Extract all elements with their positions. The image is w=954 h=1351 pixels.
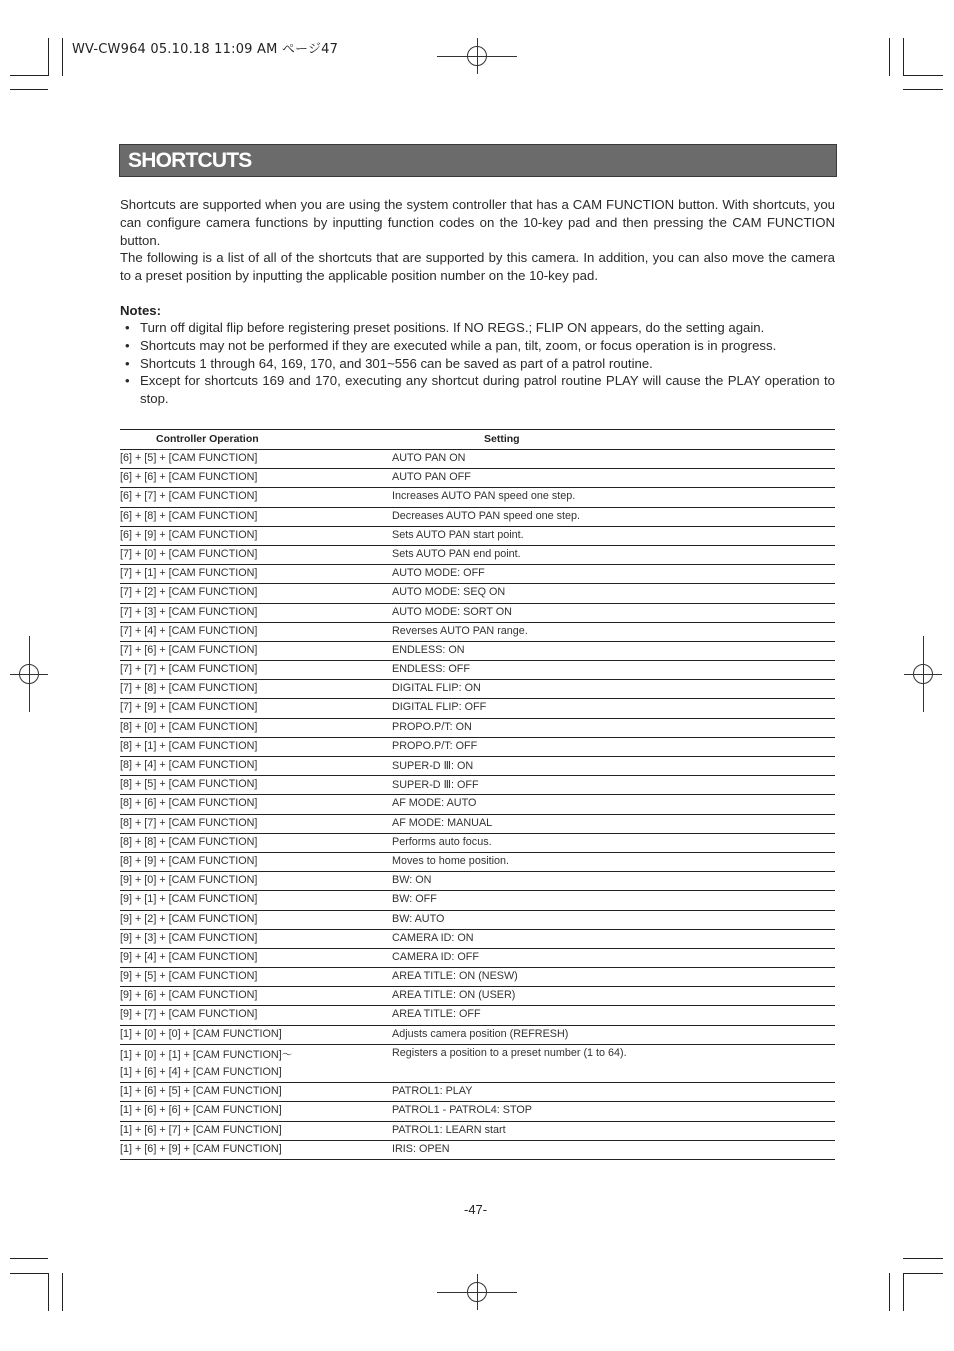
setting-cell: Decreases AUTO PAN speed one step. [392, 509, 581, 522]
operation-cell: [1] + [6] + [7] + [CAM FUNCTION] [120, 1123, 282, 1136]
page-number: -47- [464, 1202, 488, 1217]
setting-cell: Performs auto focus. [392, 835, 492, 848]
table-row [120, 815, 835, 834]
setting-cell: AUTO PAN OFF [392, 471, 471, 484]
note-item [120, 372, 835, 408]
note-text: Shortcuts may not be performed if they are executed while a pan, tilt, zoom, or focus operation is in progress. [140, 337, 777, 353]
crop-mark [10, 89, 48, 90]
operation-cell: [7] + [8] + [CAM FUNCTION] [120, 682, 258, 695]
table-row [120, 661, 835, 680]
operation-cell: [8] + [4] + [CAM FUNCTION] [120, 759, 258, 771]
crop-mark [48, 38, 49, 76]
setting-cell: Registers a position to a preset number (1 to 64). [392, 1046, 627, 1059]
setting-cell: AREA TITLE: OFF [392, 1008, 481, 1021]
table-row [120, 527, 835, 546]
setting-cell: Adjusts camera position (REFRESH) [392, 1027, 569, 1040]
table-row [120, 968, 835, 987]
operation-cell: [9] + [1] + [CAM FUNCTION] [120, 893, 258, 906]
operation-cell: [7] + [0] + [CAM FUNCTION] [120, 547, 258, 560]
operation-cell: [9] + [5] + [CAM FUNCTION] [120, 970, 258, 983]
crop-mark [903, 1273, 943, 1274]
crop-mark [889, 38, 890, 76]
operation-cell: [7] + [6] + [CAM FUNCTION] [120, 643, 258, 656]
table-row [120, 546, 835, 565]
operation-cell: [6] + [6] + [CAM FUNCTION] [120, 471, 258, 484]
operation-cell: [1] + [6] + [5] + [CAM FUNCTION] [120, 1085, 282, 1098]
table-row [120, 604, 835, 623]
operation-cell: [6] + [8] + [CAM FUNCTION] [120, 509, 258, 522]
operation-cell: [1] + [6] + [6] + [CAM FUNCTION] [120, 1104, 282, 1117]
operation-cell: [9] + [0] + [CAM FUNCTION] [120, 874, 258, 887]
operation-cell: [6] + [9] + [CAM FUNCTION] [120, 528, 258, 541]
setting-cell: BW: AUTO [392, 912, 445, 925]
crop-mark [903, 89, 943, 90]
operation-cell: [7] + [1] + [CAM FUNCTION] [120, 567, 258, 580]
setting-cell: DIGITAL FLIP: OFF [392, 701, 487, 714]
crop-mark [889, 1273, 890, 1311]
setting-cell: AREA TITLE: ON (USER) [392, 989, 516, 1002]
operation-cell: [8] + [8] + [CAM FUNCTION] [120, 835, 258, 848]
table-row [120, 987, 835, 1006]
table-row [120, 450, 835, 469]
table-row [120, 1026, 835, 1045]
setting-cell: CAMERA ID: ON [392, 931, 474, 944]
setting-cell: BW: ON [392, 874, 432, 887]
table-row [120, 738, 835, 757]
bullet: • [125, 373, 130, 389]
table-row [120, 1102, 835, 1121]
crop-mark [48, 1273, 49, 1311]
bullet: • [125, 337, 130, 353]
operation-cell: [9] + [4] + [CAM FUNCTION] [120, 950, 258, 963]
bullet: • [125, 320, 130, 335]
table-row [120, 949, 835, 968]
operation-cell: [8] + [7] + [CAM FUNCTION] [120, 816, 258, 829]
header-setting: Setting [484, 433, 520, 445]
header-operation: Controller Operation [156, 433, 259, 445]
table-row [120, 853, 835, 872]
setting-cell: Sets AUTO PAN start point. [392, 528, 524, 541]
operation-cell-continued: [1] + [6] + [4] + [CAM FUNCTION] [120, 1065, 282, 1078]
setting-cell: AF MODE: MANUAL [392, 816, 493, 829]
table-row [120, 1006, 835, 1025]
operation-cell: [9] + [6] + [CAM FUNCTION] [120, 989, 258, 1002]
operation-cell: [1] + [0] + [1] + [CAM FUNCTION]～ [120, 1048, 293, 1061]
bullet: • [125, 355, 130, 371]
operation-cell: [9] + [7] + [CAM FUNCTION] [120, 1008, 258, 1021]
crop-mark [903, 1258, 943, 1259]
table-header [120, 430, 835, 450]
table-row [120, 488, 835, 507]
section-title: SHORTCUTS [128, 149, 252, 172]
note-text: Except for shortcuts 169 and 170, executing any shortcut during patrol routine PLAY will cause the PLAY operation to stop. [140, 373, 835, 407]
setting-cell: AUTO PAN ON [392, 452, 466, 464]
crop-mark [903, 38, 904, 76]
table-row [120, 680, 835, 699]
table-row [120, 623, 835, 642]
setting-cell: Moves to home position. [392, 854, 510, 867]
table-row [120, 469, 835, 488]
setting-cell: AUTO MODE: SORT ON [392, 605, 512, 618]
table-row [120, 872, 835, 891]
note-item [120, 355, 835, 373]
operation-cell: [7] + [7] + [CAM FUNCTION] [120, 663, 258, 676]
table-row [120, 795, 835, 814]
setting-cell: DIGITAL FLIP: ON [392, 682, 481, 695]
operation-cell: [8] + [5] + [CAM FUNCTION] [120, 778, 258, 791]
setting-cell: PROPO.P/T: OFF [392, 739, 478, 752]
table-row [120, 776, 835, 795]
crop-mark [903, 1273, 904, 1311]
table-row [120, 642, 835, 661]
operation-cell: [1] + [6] + [9] + [CAM FUNCTION] [120, 1142, 282, 1155]
crop-mark [10, 1273, 48, 1274]
setting-cell: PATROL1: LEARN start [392, 1123, 506, 1136]
print-header: WV-CW964 05.10.18 11:09 AM ページ47 [72, 42, 339, 57]
setting-cell: Reverses AUTO PAN range. [392, 624, 528, 637]
setting-cell: IRIS: OPEN [392, 1142, 450, 1155]
setting-cell: Sets AUTO PAN end point. [392, 547, 521, 560]
operation-cell: [9] + [2] + [CAM FUNCTION] [120, 912, 258, 925]
operation-cell: [7] + [2] + [CAM FUNCTION] [120, 586, 258, 599]
notes-list [120, 319, 835, 408]
setting-cell: SUPER-D Ⅲ: OFF [392, 779, 479, 792]
table-row [120, 565, 835, 584]
notes-heading: Notes: [120, 303, 162, 318]
operation-cell: [8] + [1] + [CAM FUNCTION] [120, 739, 258, 752]
table-row [120, 834, 835, 853]
table-row [120, 699, 835, 718]
intro-text [120, 196, 835, 285]
operation-cell: [7] + [4] + [CAM FUNCTION] [120, 624, 258, 637]
table-row [120, 1122, 835, 1141]
crop-mark [62, 38, 63, 76]
table-row [120, 911, 835, 930]
crop-mark [10, 1258, 48, 1259]
intro-paragraph: The following is a list of all of the shortcuts that are supported by this camera. In addition, you can also move the camera to a preset position by inputting the applicable position number on the 10-key pad. [120, 250, 835, 284]
table-row [120, 719, 835, 738]
note-item [120, 337, 835, 355]
operation-cell: [9] + [3] + [CAM FUNCTION] [120, 931, 258, 944]
shortcut-table [120, 429, 835, 1160]
operation-cell: [7] + [3] + [CAM FUNCTION] [120, 605, 258, 618]
table-row [120, 891, 835, 910]
note-item [120, 319, 835, 337]
operation-cell: [8] + [9] + [CAM FUNCTION] [120, 854, 258, 867]
setting-cell: CAMERA ID: OFF [392, 950, 479, 963]
setting-cell: AREA TITLE: ON (NESW) [392, 970, 518, 983]
crop-mark [903, 75, 943, 76]
setting-cell: AUTO MODE: OFF [392, 567, 485, 580]
setting-cell: ENDLESS: ON [392, 643, 465, 656]
table-row [120, 1083, 835, 1102]
table-row [120, 930, 835, 949]
setting-cell: ENDLESS: OFF [392, 663, 470, 676]
table-row [120, 1141, 835, 1160]
setting-cell: AUTO MODE: SEQ ON [392, 586, 506, 599]
operation-cell: [8] + [6] + [CAM FUNCTION] [120, 797, 258, 810]
setting-cell: PROPO.P/T: ON [392, 720, 472, 733]
note-text: Turn off digital flip before registering preset positions. If NO REGS.; FLIP ON appears, do the setting again. [140, 320, 765, 335]
operation-cell: [6] + [7] + [CAM FUNCTION] [120, 490, 258, 503]
setting-cell: AF MODE: AUTO [392, 797, 477, 810]
note-text: Shortcuts 1 through 64, 169, 170, and 301~556 can be saved as part of a patrol routine. [140, 355, 653, 371]
crop-mark [10, 75, 48, 76]
setting-cell: PATROL1: PLAY [392, 1085, 473, 1098]
setting-cell: Increases AUTO PAN speed one step. [392, 490, 576, 503]
setting-cell: BW: OFF [392, 893, 437, 906]
table-row [120, 584, 835, 603]
section-title-bar [119, 144, 837, 177]
table-row [120, 757, 835, 776]
intro-paragraph: Shortcuts are supported when you are using the system controller that has a CAM FUNCTION button. With shortcuts, you can configure camera functions by inputting function codes on the 10-key pad and then pressing the CAM FUNCTION button. [120, 197, 835, 248]
operation-cell: [6] + [5] + [CAM FUNCTION] [120, 452, 258, 464]
setting-cell: PATROL1 - PATROL4: STOP [392, 1104, 532, 1117]
operation-cell: [7] + [9] + [CAM FUNCTION] [120, 701, 258, 714]
crop-mark [62, 1273, 63, 1311]
setting-cell: SUPER-D Ⅲ: ON [392, 760, 474, 772]
operation-cell: [1] + [0] + [0] + [CAM FUNCTION] [120, 1027, 282, 1040]
operation-cell: [8] + [0] + [CAM FUNCTION] [120, 720, 258, 733]
table-row [120, 1045, 835, 1083]
table-row [120, 508, 835, 527]
